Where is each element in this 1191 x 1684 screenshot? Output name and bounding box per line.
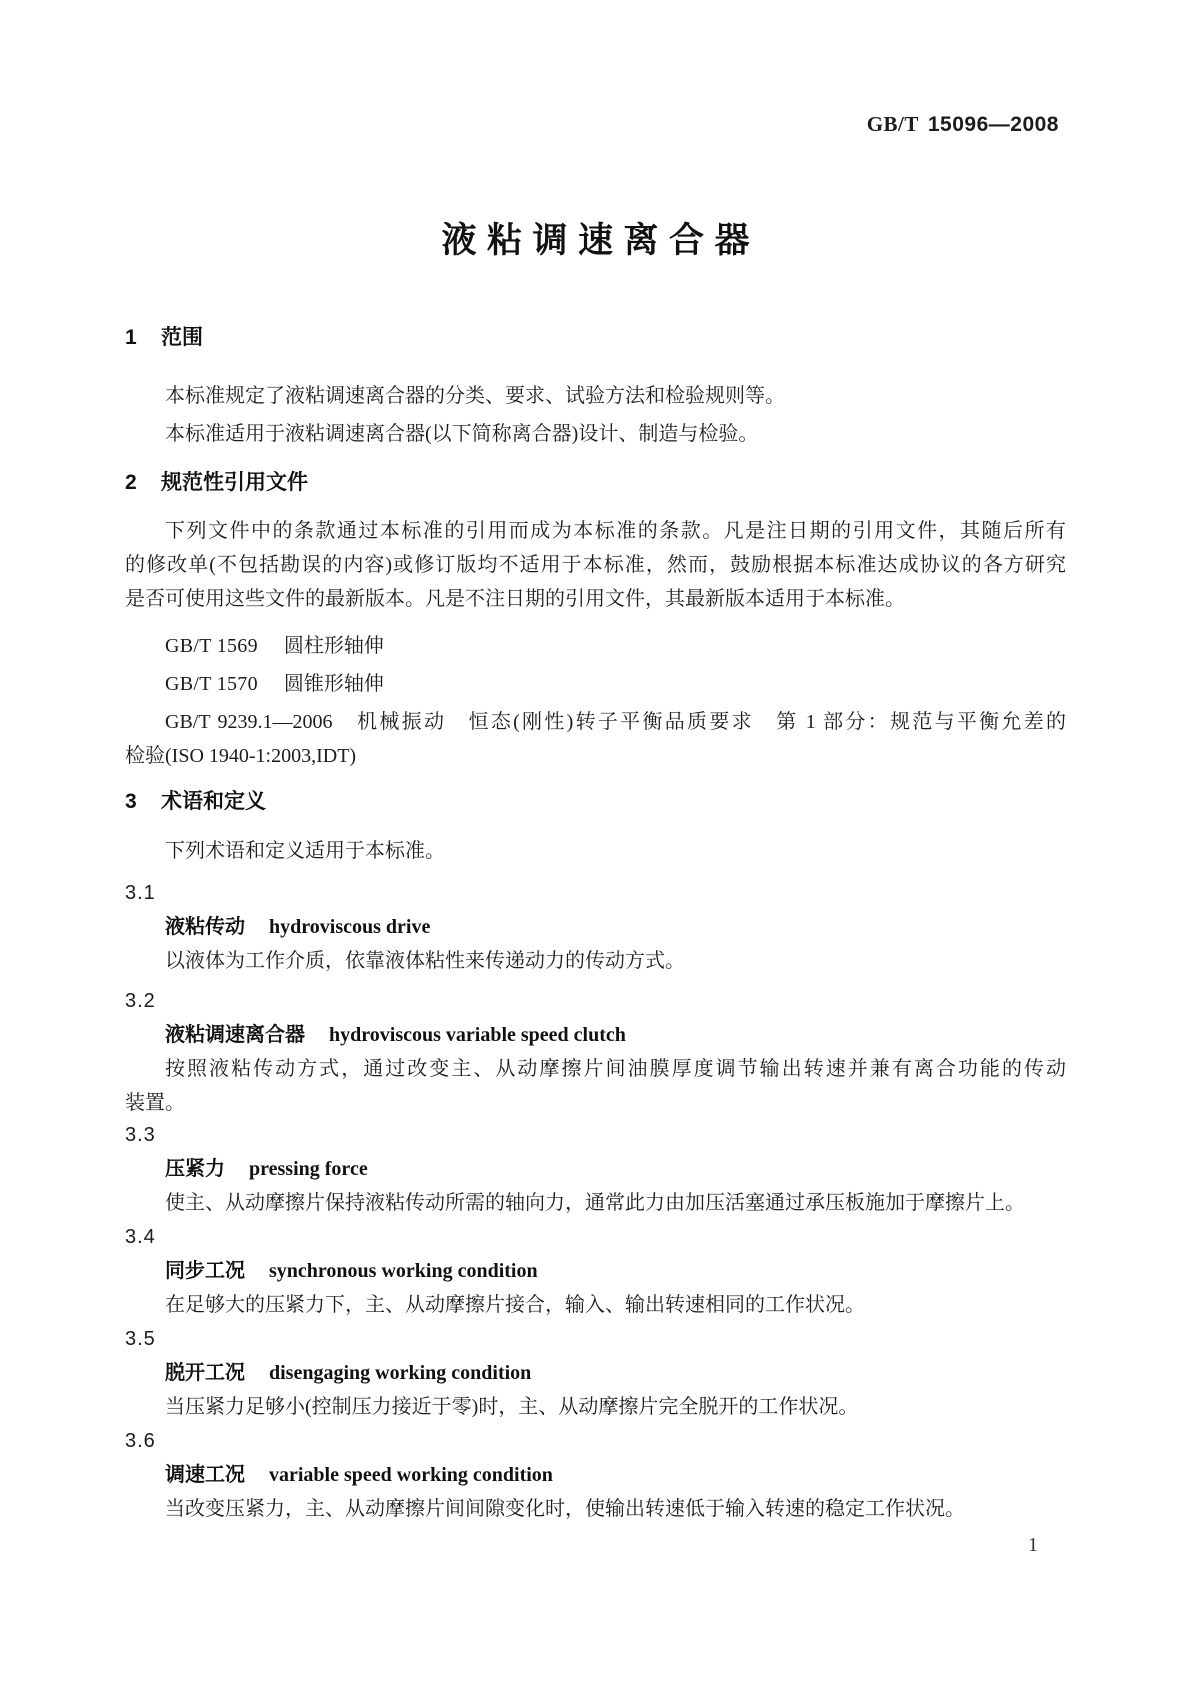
reference-item-2 bbox=[125, 667, 1066, 701]
reference-item-3 bbox=[125, 705, 1066, 773]
term-3-3-zh: 压紧力 bbox=[165, 1158, 225, 1180]
section-1-paragraph-2: 本标准适用于液粘调速离合器(以下简称离合器)设计、制造与检验。 bbox=[165, 423, 759, 445]
term-3-2-definition-line-1: 按照液粘传动方式，通过改变主、从动摩擦片间油膜厚度调节输出转速并兼有离合功能的传动 bbox=[165, 1058, 1066, 1080]
section-2-title: 规范性引用文件 bbox=[161, 471, 308, 494]
term-3-6 bbox=[125, 1424, 1066, 1526]
document-title: 液粘调速离合器 bbox=[441, 221, 760, 260]
term-3-5-en: disengaging working condition bbox=[269, 1362, 532, 1384]
term-3-4-title bbox=[125, 1254, 1066, 1288]
page-number: 1 bbox=[1028, 1534, 1038, 1556]
reference-2-title: 圆锥形轴伸 bbox=[283, 673, 384, 695]
term-3-3-number: 3.3 bbox=[125, 1124, 156, 1146]
reference-3-line-1: GB/T 9239.1—2006 机械振动 恒态(刚性)转子平衡品质要求 第 1 部分：规范与平衡允差的 bbox=[165, 711, 1066, 733]
term-3-6-definition: 当改变压紧力，主、从动摩擦片间间隙变化时，使输出转速低于输入转速的稳定工作状况。 bbox=[165, 1498, 965, 1520]
term-3-5-title bbox=[125, 1356, 1066, 1390]
term-3-5-number: 3.5 bbox=[125, 1328, 156, 1350]
term-3-6-number: 3.6 bbox=[125, 1430, 156, 1452]
section-2-heading bbox=[125, 470, 1066, 496]
reference-3-line-2: 检验(ISO 1940-1:2003,IDT) bbox=[125, 745, 357, 767]
standard-code bbox=[867, 112, 1059, 137]
section-3-heading bbox=[125, 789, 1066, 815]
term-3-4 bbox=[125, 1220, 1066, 1322]
term-3-1-zh: 液粘传动 bbox=[165, 916, 245, 938]
term-3-6-zh: 调速工况 bbox=[165, 1464, 245, 1486]
reference-1-code: GB/T 1569 bbox=[165, 635, 258, 657]
section-2-intro-line-2: 的修改单(不包括勘误的内容)或修订版均不适用于本标准，然而，鼓励根据本标准达成协议的各方研究 bbox=[125, 554, 1066, 576]
term-3-2-en: hydroviscous variable speed clutch bbox=[329, 1024, 626, 1046]
section-2-intro-line-1: 下列文件中的条款通过本标准的引用而成为本标准的条款。凡是注日期的引用文件，其随后所有 bbox=[165, 520, 1066, 542]
term-3-5-definition: 当压紧力足够小(控制压力接近于零)时，主、从动摩擦片完全脱开的工作状况。 bbox=[165, 1396, 859, 1418]
term-3-5 bbox=[125, 1322, 1066, 1424]
section-2-intro-line-3: 是否可使用这些文件的最新版本。凡是不注日期的引用文件，其最新版本适用于本标准。 bbox=[125, 588, 905, 610]
term-3-2-title bbox=[125, 1018, 1066, 1052]
term-3-5-zh: 脱开工况 bbox=[165, 1362, 245, 1384]
reference-2-code: GB/T 1570 bbox=[165, 673, 258, 695]
term-3-1-definition: 以液体为工作介质，依靠液体粘性来传递动力的传动方式。 bbox=[165, 950, 685, 972]
section-1-heading bbox=[125, 325, 1066, 351]
term-3-2-number: 3.2 bbox=[125, 990, 156, 1012]
section-3-title: 术语和定义 bbox=[161, 790, 266, 813]
term-3-1-en: hydroviscous drive bbox=[269, 916, 431, 938]
term-3-4-number: 3.4 bbox=[125, 1226, 156, 1248]
section-3-intro: 下列术语和定义适用于本标准。 bbox=[165, 840, 445, 862]
section-1-title: 范围 bbox=[161, 326, 203, 349]
term-3-6-en: variable speed working condition bbox=[269, 1464, 553, 1486]
term-3-4-zh: 同步工况 bbox=[165, 1260, 245, 1282]
section-1-number: 1 bbox=[125, 326, 137, 349]
section-2-number: 2 bbox=[125, 471, 137, 494]
section-2-intro-paragraph bbox=[125, 514, 1066, 616]
term-3-3 bbox=[125, 1118, 1066, 1220]
reference-item-1 bbox=[125, 629, 1066, 663]
term-3-1-number: 3.1 bbox=[125, 882, 156, 904]
term-3-3-title bbox=[125, 1152, 1066, 1186]
reference-1-title: 圆柱形轴伸 bbox=[283, 635, 384, 657]
standard-code-number: 15096—2008 bbox=[927, 113, 1059, 136]
term-3-2 bbox=[125, 984, 1066, 1120]
section-1-paragraph-1: 本标准规定了液粘调速离合器的分类、要求、试验方法和检验规则等。 bbox=[165, 385, 785, 407]
term-3-2-zh: 液粘调速离合器 bbox=[165, 1024, 305, 1046]
term-3-3-en: pressing force bbox=[249, 1158, 368, 1180]
term-3-6-title bbox=[125, 1458, 1066, 1492]
standard-code-prefix: GB/T bbox=[866, 112, 919, 136]
section-3-number: 3 bbox=[125, 790, 137, 813]
term-3-3-definition: 使主、从动摩擦片保持液粘传动所需的轴向力，通常此力由加压活塞通过承压板施加于摩擦片上。 bbox=[165, 1192, 1025, 1214]
term-3-4-definition: 在足够大的压紧力下，主、从动摩擦片接合，输入、输出转速相同的工作状况。 bbox=[165, 1294, 865, 1316]
term-3-4-en: synchronous working condition bbox=[269, 1260, 538, 1282]
term-3-1 bbox=[125, 876, 1066, 978]
term-3-2-definition-line-2: 装置。 bbox=[125, 1092, 185, 1114]
term-3-1-title bbox=[125, 910, 1066, 944]
